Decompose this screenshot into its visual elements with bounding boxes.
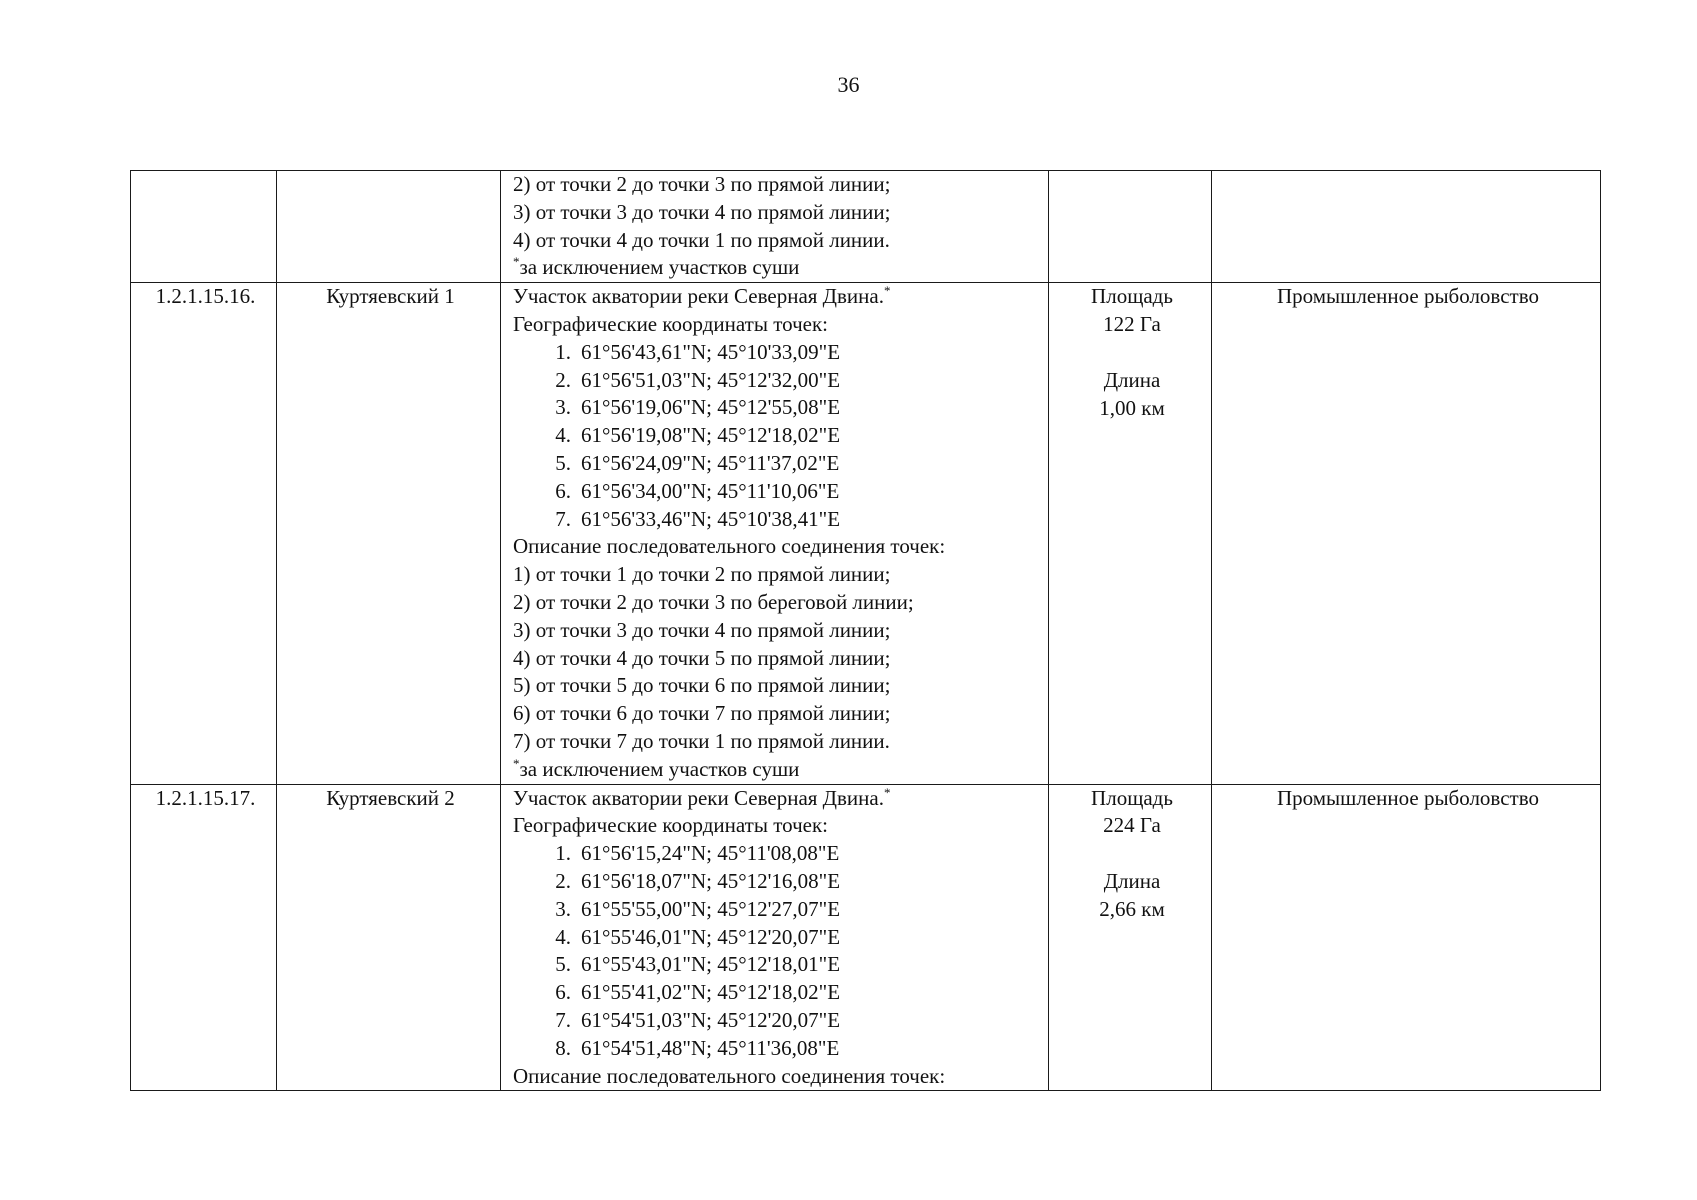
description-cell: [501, 283, 1049, 784]
area-value: 122 Га: [1103, 311, 1161, 336]
size-cell: [1049, 283, 1212, 784]
coordinate-item: 4. 61°55'46,01"N; 45°12'20,07"E: [555, 924, 841, 949]
spacer: [1061, 339, 1203, 367]
area-title: Участок акватории реки Северная Двина.*: [513, 283, 891, 309]
row-number: 1.2.1.15.16.: [131, 283, 277, 784]
usage-cell: [1212, 283, 1601, 784]
fishing-areas-table: [130, 170, 1601, 1091]
footnote: *за исключением участков суши: [513, 755, 800, 781]
footnote: *за исключением участков суши: [513, 254, 800, 280]
footnote-mark: *: [883, 784, 891, 800]
coords-heading: Географические координаты точек:: [513, 813, 828, 838]
area-name: Куртяевский 1: [277, 283, 501, 784]
length-label: Длина: [1103, 367, 1161, 392]
row-number: 1.2.1.15.17.: [131, 784, 277, 1091]
coordinate-item: 2. 61°56'51,03"N; 45°12'32,00"E: [555, 367, 841, 392]
connection-line: 7) от точки 7 до точки 1 по прямой линии.: [513, 728, 890, 753]
page-number: 36: [837, 72, 860, 97]
coordinate-item: 1. 61°56'15,24"N; 45°11'08,08"E: [555, 841, 840, 866]
connection-heading: Описание последовательного соединения точек:: [513, 534, 946, 559]
coordinate-item: 2. 61°56'18,07"N; 45°12'16,08"E: [555, 868, 841, 893]
connection-line: 4) от точки 4 до точки 1 по прямой линии.: [513, 227, 890, 252]
row-name-cell: [277, 171, 501, 283]
coordinate-item: 5. 61°56'24,09"N; 45°11'37,02"E: [555, 450, 840, 475]
table-row: [131, 283, 1601, 784]
connection-line: 2) от точки 2 до точки 3 по береговой линии;: [513, 589, 914, 614]
coordinate-item: 5. 61°55'43,01"N; 45°12'18,01"E: [555, 952, 841, 977]
area-value: 224 Га: [1103, 813, 1161, 838]
footnote-mark: *: [513, 254, 520, 270]
table-row: [131, 784, 1601, 1091]
connection-line: 4) от точки 4 до точки 5 по прямой линии;: [513, 645, 891, 670]
usage-type: Промышленное рыболовство: [1277, 785, 1539, 810]
connection-line: 6) от точки 6 до точки 7 по прямой линии;: [513, 701, 891, 726]
connection-line: 5) от точки 5 до точки 6 по прямой линии;: [513, 673, 891, 698]
connection-line: 3) от точки 3 до точки 4 по прямой линии;: [513, 199, 891, 224]
size-cell: [1049, 784, 1212, 1091]
coordinate-item: 6. 61°55'41,02"N; 45°12'18,02"E: [555, 980, 841, 1005]
connection-line: 2) от точки 2 до точки 3 по прямой линии;: [513, 172, 891, 196]
table-row-continuation: [131, 171, 1601, 283]
usage-type: Промышленное рыболовство: [1277, 284, 1539, 309]
length-label: Длина: [1103, 869, 1161, 894]
description-cell: [501, 171, 1049, 283]
connection-line: 3) от точки 3 до точки 4 по прямой линии;: [513, 617, 891, 642]
coordinate-item: 7. 61°56'33,46"N; 45°10'38,41"E: [555, 506, 841, 531]
connection-heading: Описание последовательного соединения точек:: [513, 1063, 946, 1088]
spacer: [1061, 840, 1203, 868]
coordinate-item: 1. 61°56'43,61"N; 45°10'33,09"E: [555, 339, 841, 364]
coordinate-item: 3. 61°56'19,06"N; 45°12'55,08"E: [555, 395, 841, 420]
length-value: 2,66 км: [1099, 896, 1165, 921]
coordinate-item: 6. 61°56'34,00"N; 45°11'10,06"E: [555, 478, 840, 503]
coordinate-item: 3. 61°55'55,00"N; 45°12'27,07"E: [555, 896, 841, 921]
usage-cell: [1212, 171, 1601, 283]
connection-line: 1) от точки 1 до точки 2 по прямой линии;: [513, 562, 891, 587]
area-label: Площадь: [1091, 785, 1173, 810]
coordinate-item: 7. 61°54'51,03"N; 45°12'20,07"E: [555, 1007, 841, 1032]
usage-cell: [1212, 784, 1601, 1091]
size-cell: [1049, 171, 1212, 283]
coords-heading: Географические координаты точек:: [513, 311, 828, 336]
footnote-mark: *: [513, 755, 520, 771]
area-title: Участок акватории реки Северная Двина.*: [513, 784, 891, 810]
coordinate-item: 8. 61°54'51,48"N; 45°11'36,08"E: [555, 1035, 840, 1060]
description-cell: [501, 784, 1049, 1091]
area-label: Площадь: [1091, 284, 1173, 309]
footnote-mark: *: [883, 283, 891, 299]
length-value: 1,00 км: [1099, 395, 1165, 420]
area-name: Куртяевский 2: [277, 784, 501, 1091]
coordinate-item: 4. 61°56'19,08"N; 45°12'18,02"E: [555, 423, 841, 448]
row-number-cell: [131, 171, 277, 283]
